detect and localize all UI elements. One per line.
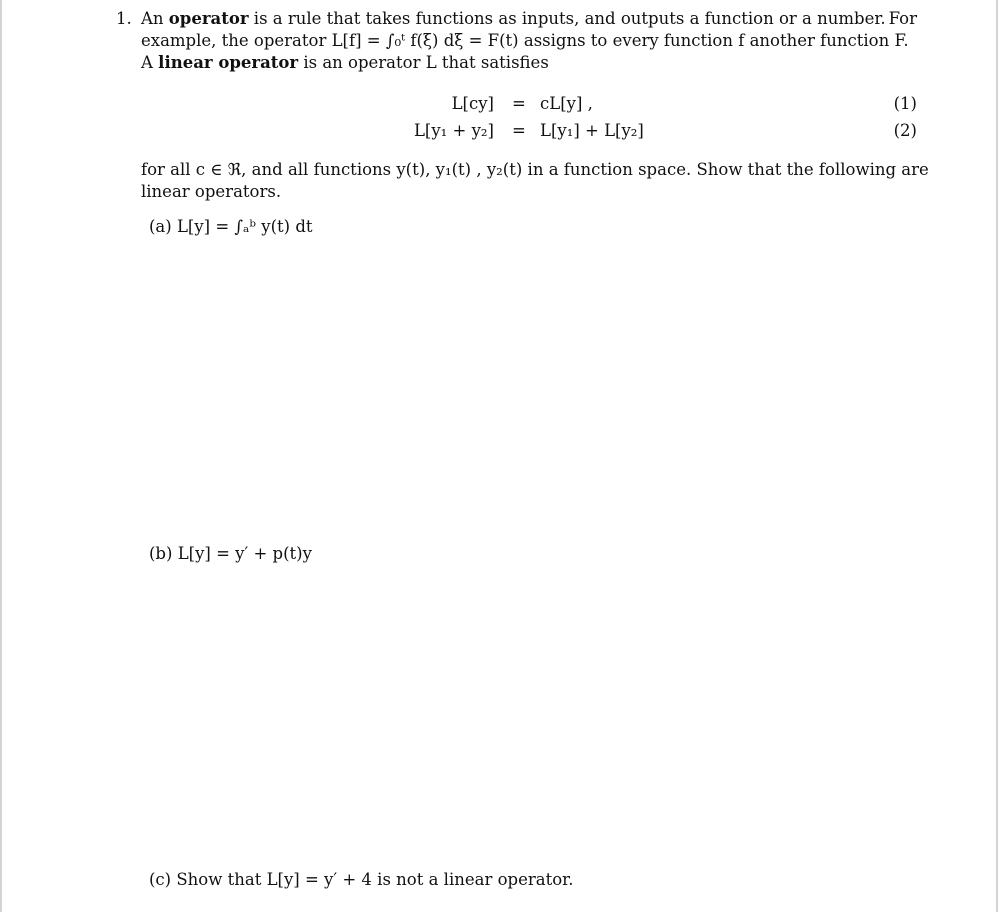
part-b-label: (b) (149, 544, 173, 563)
problem-intro-line-3: A linear operator is an operator L that satisfies (141, 53, 549, 72)
equation-1-rhs: cL[y] , (540, 94, 593, 113)
part-a-text: L[y] = ∫ₐᵇ y(t) dt (176, 217, 313, 236)
equation-1-lhs: L[cy] (451, 94, 494, 113)
intro-line-1-tail: For (888, 9, 917, 28)
problem-intro-line-1 (141, 8, 886, 30)
condition-line-2: linear operators. (141, 182, 282, 201)
problem-number: 1. (116, 9, 132, 28)
equation-1-equals: = (512, 94, 526, 113)
equation-1-number: (1) (893, 94, 917, 113)
part-a-label: (a) (149, 217, 172, 236)
problem-intro-line-2: example, the operator L[f] = ∫₀ᵗ f(ξ) dξ = F(t) assigns to every function f another function F. (141, 31, 909, 50)
intro-line-1-text: An operator is a rule that takes functions as inputs, and outputs a function or a number. (141, 9, 886, 28)
part-a (149, 216, 313, 238)
part-c (149, 869, 573, 891)
part-b (149, 543, 312, 565)
equation-2-lhs: L[y₁ + y₂] (413, 121, 494, 140)
condition-line-1: for all c ∈ ℜ, and all functions y(t), y₁(t) , y₂(t) in a function space. Show that the following are (141, 160, 929, 179)
part-c-label: (c) (149, 870, 172, 889)
part-b-text: L[y] = y′ + p(t)y (177, 544, 312, 563)
part-c-text: Show that L[y] = y′ + 4 is not a linear operator. (176, 870, 574, 889)
equation-2-rhs: L[y₁] + L[y₂] (540, 121, 644, 140)
equation-2-equals: = (512, 121, 526, 140)
equation-2-number: (2) (893, 121, 917, 140)
